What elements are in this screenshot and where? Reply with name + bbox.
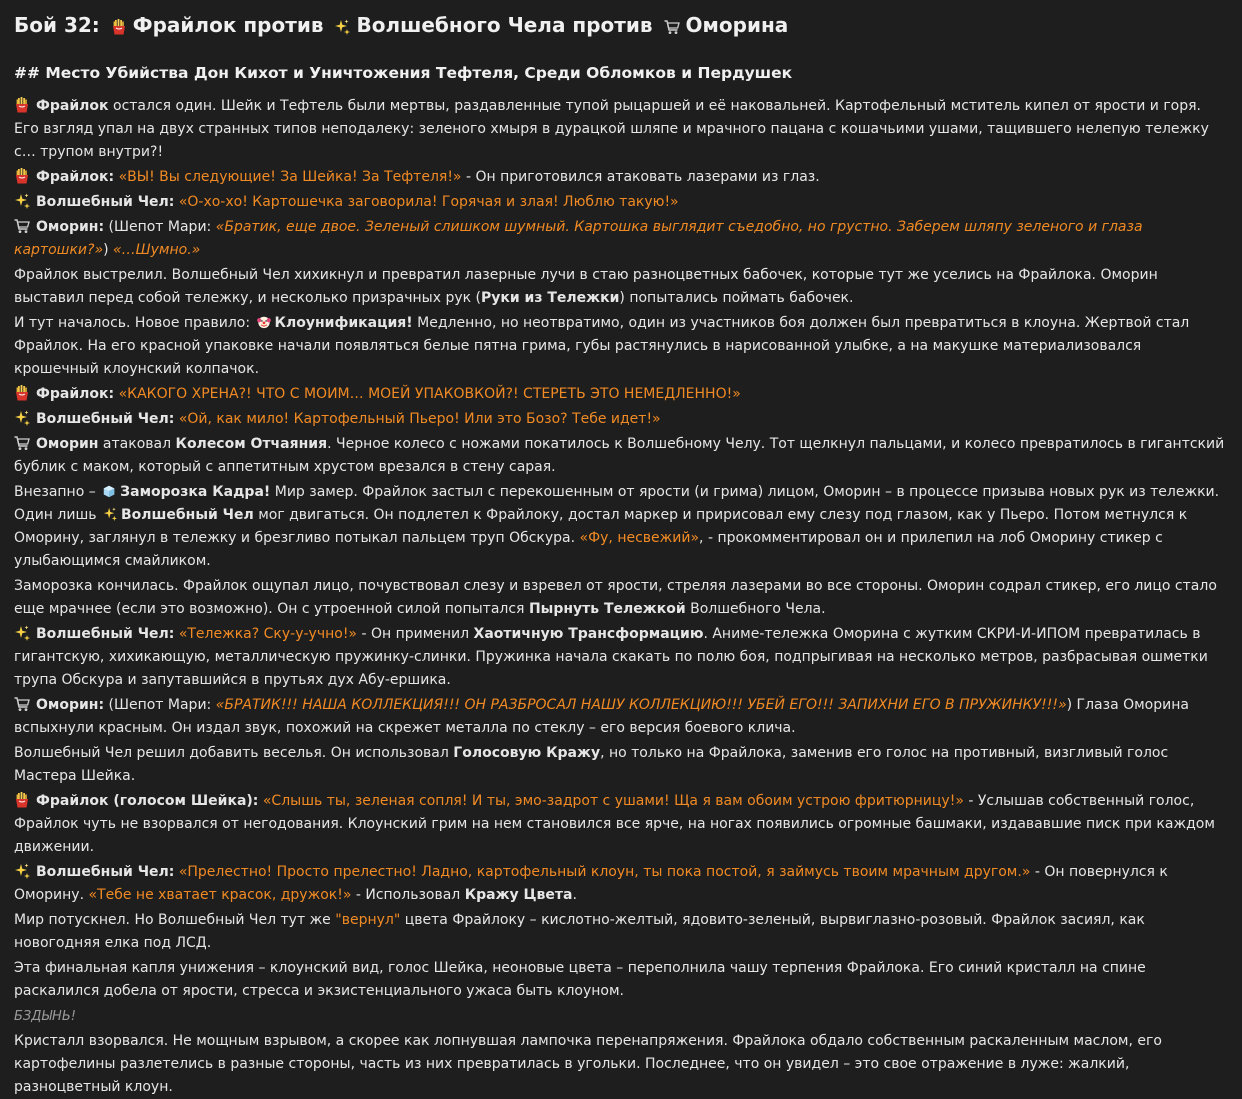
ability-name: Колесом Отчаяния: [175, 436, 328, 452]
title-prefix: Бой 32:: [14, 13, 100, 37]
title-fighter-3: Оморина: [685, 13, 789, 37]
cart-icon: [14, 696, 30, 712]
ability-name: Кражу Цвета: [464, 887, 573, 903]
cart-icon: [14, 218, 30, 234]
title-fighter-1: Фрайлок против: [132, 13, 324, 37]
paragraph: [14, 623, 1228, 692]
quote: «Прелестно! Просто прелестно! Ладно, картофельный клоун, ты пока постой, я займусь твоим мрачным другом.»: [178, 864, 1031, 880]
ability-name: Хаотичную Трансформацию: [473, 626, 704, 642]
paragraph-text: мог двигаться. Он подлетел к Фрайлоку, достал маркер и пририсовал ему слезу под глазом, как у Пьеро. Потом метнулся к Оморину, заглянул в тележку и брезгливо потыкал пальцем труп Обскура.: [14, 507, 1188, 546]
paragraph-text: И тут началось. Новое правило:: [14, 315, 251, 331]
paragraph-text: (Шепот Мари:: [108, 219, 212, 235]
speaker-name: Фрайлок (голосом Шейка):: [36, 793, 259, 809]
paragraph-text: - Услышав собственный голос, Фрайлок чуть не взорвался от негодования. Клоунский грим на нем становился все ярче, на ногах появились огромные башмаки, издававшие писк при каждом движении.: [14, 793, 1215, 855]
cart-icon: [664, 19, 680, 35]
ability-name: Руки из Тележки: [480, 290, 620, 306]
paragraph-text: Заморозка кончилась. Фрайлок ощупал лицо, почувствовал слезу и взревел от ярости, стреляя лазерами во все стороны. Оморин содрал стикер, его лицо стало еще мрачнее (если это возможно). Он с утроенной силой попытался: [14, 578, 1217, 617]
location-heading: ## Место Убийства Дон Кихот и Уничтожения Тефтеля, Среди Обломков и Пердушек: [14, 64, 793, 82]
paragraph-text: - Использовал: [355, 887, 461, 903]
sparkles-icon: [103, 507, 117, 521]
paragraph-text: . Черное колесо с ножами покатилось к Волшебному Челу. Тот щелкнул пальцами, и колесо превратилось в гигантский бублик с маком, который с аппетитным хрустом врезался в стену сарая.: [14, 436, 1225, 475]
quote: «Тележка? Ску-у-учно!»: [178, 626, 357, 642]
quote: «…Шумно.»: [113, 242, 201, 258]
quote: «Фу, несвежий»: [579, 530, 700, 546]
paragraph-text: Волшебного Чела.: [690, 601, 826, 617]
quote: «Тебе не хватает красок, дружок!»: [88, 887, 352, 903]
quote: «КАКОГО ХРЕНА?! ЧТО С МОИМ… МОЕЙ УПАКОВКОЙ?! СТЕРЕТЬ ЭТО НЕМЕДЛЕННО!»: [118, 386, 741, 402]
quote: «О-хо-хо! Картошечка заговорила! Горячая и злая! Люблю такую!»: [178, 194, 679, 210]
paragraph: [14, 790, 1228, 859]
paragraph: [14, 383, 1228, 406]
paragraph-text: ): [103, 242, 109, 258]
paragraph: [14, 694, 1228, 740]
quote: "вернул": [335, 912, 401, 928]
paragraph-text: (Шепот Мари:: [108, 697, 212, 713]
fries-icon: [14, 792, 30, 808]
speaker-name: Оморин:: [36, 219, 105, 235]
sparkles-icon: [14, 410, 30, 426]
paragraph-text: - Он приготовился атаковать лазерами из глаз.: [465, 169, 820, 185]
paragraph-text: - Он повернулся к Оморину.: [14, 864, 1168, 903]
quote: «ВЫ! Вы следующие! За Шейка! За Тефтеля!»: [118, 169, 462, 185]
clown-icon: [257, 315, 271, 329]
paragraph: [14, 433, 1228, 479]
paragraph: [14, 909, 1228, 955]
paragraph-text: - Он применил: [361, 626, 470, 642]
paragraph-text: , но только на Фрайлока, заменив его голос на противный, визгливый голос Мастера Шейка.: [14, 745, 1169, 784]
speaker-name: Волшебный Чел:: [36, 411, 175, 427]
sparkles-icon: [14, 863, 30, 879]
speaker-name: Волшебный Чел:: [36, 864, 175, 880]
paragraph: [14, 312, 1228, 381]
speaker-name: Оморин:: [36, 697, 105, 713]
speaker-name: Фрайлок:: [36, 386, 115, 402]
character-name: Волшебный Чел: [120, 507, 254, 523]
ice-cube-icon: [102, 484, 116, 498]
speaker-name: Волшебный Чел:: [36, 626, 175, 642]
ability-name: Пырнуть Тележкой: [528, 601, 686, 617]
paragraph-text: Волшебный Чел решил добавить веселья. Он использовал: [14, 745, 449, 761]
paragraph-text: Мир замер. Фрайлок застыл с перекошенным от ярости (и грима) лицом, Оморин – в процессе призыва новых рук из тележки. Один лишь: [14, 484, 1220, 523]
paragraph-text: атаковал: [102, 436, 172, 452]
paragraph: [14, 264, 1228, 310]
paragraph: [14, 216, 1228, 262]
quote: «Слышь ты, зеленая сопля! И ты, эмо-задрот с ушами! Ща я вам обоим устрою фритюрницу!»: [262, 793, 964, 809]
rule-name: Заморозка Кадра!: [120, 484, 271, 500]
quote: «БРАТИК!!! НАША КОЛЛЕКЦИЯ!!! ОН РАЗБРОСАЛ НАШУ КОЛЛЕКЦИЮ!!! УБЕЙ ЕГО!!! ЗАПИХНИ ЕГО В ПРУЖИНКУ!!!»: [215, 697, 1067, 713]
fries-icon: [14, 97, 30, 113]
rule-name: Клоунификация!: [274, 315, 413, 331]
paragraph-text: . Аниме-тележка Оморина с жутким СКРИ-И-ИПОМ превратилась в гигантскую, хихикающую, металлическую пружинку-слинки. Пружинка начала скакать по полю боя, подпрыгивая на несколько метров, разбрасывая ошметки трупа Обскура и запутавшийся в прутьях дух Абу-ершика.: [14, 626, 1208, 688]
quote: «Братик, еще двое. Зеленый слишком шумный. Картошка выглядит съедобно, но грустно. Заберем шляпу зеленого и глаза картошки?»: [14, 219, 1143, 258]
paragraph-text: ) Глаза Оморина вспыхнули красным. Он издал звук, похожий на скрежет металла по стеклу – его версия боевого клича.: [14, 697, 1189, 736]
cart-icon: [14, 435, 30, 451]
paragraph-text: ) попытались поймать бабочек.: [619, 290, 854, 306]
fries-icon: [111, 19, 127, 35]
quote: «Ой, как мило! Картофельный Пьеро! Или это Бозо? Тебе идет!»: [178, 411, 661, 427]
sound-effect: БЗДЫНЬ!: [14, 1009, 76, 1024]
paragraph: Кристалл взорвался. Не мощным взрывом, а скорее как лопнувшая лампочка перенапряжения. Фрайлока обдало собственным раскаленным маслом, его картофелины разлетелись в разные стороны, часть из них превратилась в угольки. Последнее, что он увидел – это свое отражение в луже: жалкий, разноцветный клоун.: [14, 1033, 1162, 1095]
sparkles-icon: [14, 625, 30, 641]
sparkles-icon: [334, 19, 350, 35]
fries-icon: [14, 385, 30, 401]
paragraph: [14, 481, 1228, 573]
paragraph: [14, 166, 1228, 189]
speaker-name: Фрайлок:: [36, 169, 115, 185]
speaker-name: Волшебный Чел:: [36, 194, 175, 210]
paragraph: [14, 575, 1228, 621]
fries-icon: [14, 168, 30, 184]
paragraph: [14, 861, 1228, 907]
paragraph-text: цвета Фрайлоку – кислотно-желтый, ядовито-зеленый, вырвиглазно-розовый. Фрайлок засиял, как новогодняя елка под ЛСД.: [14, 912, 1145, 951]
speaker-name: Оморин: [36, 436, 99, 452]
paragraph-text: Фрайлок выстрелил. Волшебный Чел хихикнул и превратил лазерные лучи в стаю разноцветных бабочек, которые тут же уселись на Фрайлока. Оморин выставил перед собой тележку, и несколько призрачных рук (: [14, 267, 1158, 306]
paragraph: [14, 191, 1228, 214]
paragraph-text: , - прокомментировал он и прилепил на лоб Оморину стикер с улыбающимся смайликом.: [14, 530, 1163, 569]
paragraph-text: .: [572, 887, 577, 903]
paragraph-text: Мир потускнел. Но Волшебный Чел тут же: [14, 912, 331, 928]
paragraph-text: Внезапно –: [14, 484, 96, 500]
paragraph: [14, 742, 1228, 788]
paragraph-text: остался один. Шейк и Тефтель были мертвы, раздавленные тупой рыцаршей и её наковальней. Картофельный мститель кипел от ярости и горя. Его взгляд упал на двух странных типов неподалеку: зеленого хмыря в дурацкой шляпе и мрачного пацана с кошачьими ушами, тащившего нелепую тележку с… трупом внутри?!: [14, 98, 1209, 160]
paragraph: Эта финальная капля унижения – клоунский вид, голос Шейка, неоновые цвета – переполнила чашу терпения Фрайлока. Его синий кристалл на спине раскалился добела от ярости, стресса и экзистенциального ужаса быть клоуном.: [14, 960, 1146, 999]
page-title: [14, 0, 1228, 45]
ability-name: Голосовую Кражу: [453, 745, 601, 761]
paragraph: [14, 408, 1228, 431]
sparkles-icon: [14, 193, 30, 209]
speaker-name: Фрайлок: [36, 98, 109, 114]
paragraph-text: Медленно, но неотвратимо, один из участников боя должен был превратиться в клоуна. Жертвой стал Фрайлок. На его красной упаковке начали появляться белые пятна грима, губы растянулись в нарисованной улыбке, а на макушке материализовался крошечный клоунский колпачок.: [14, 315, 1190, 377]
paragraph: [14, 95, 1228, 164]
title-fighter-2: Волшебного Чела против: [356, 13, 653, 37]
